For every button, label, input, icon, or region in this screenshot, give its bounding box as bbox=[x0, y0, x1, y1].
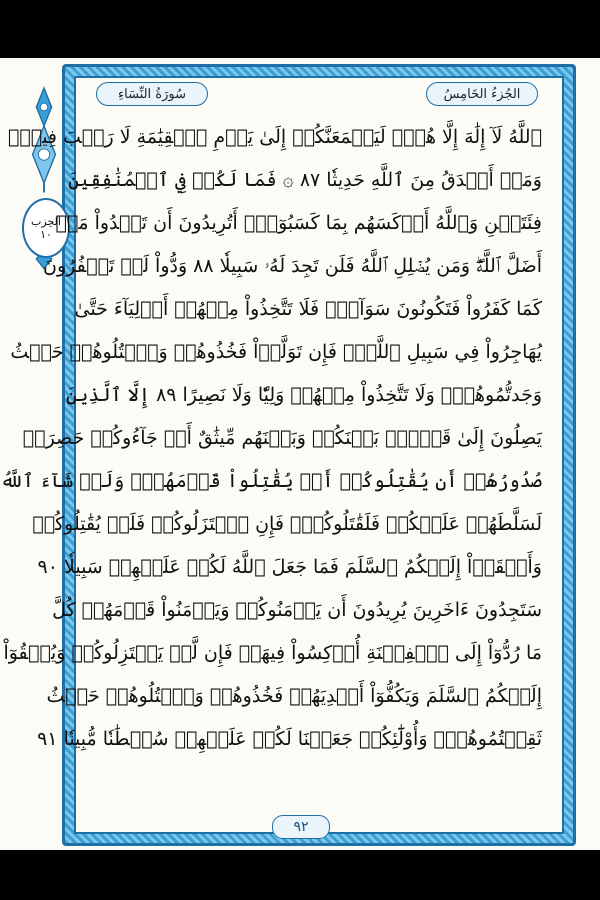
surah-label: سُورَةُ النِّسَاءِ bbox=[118, 86, 186, 102]
mushaf-page bbox=[0, 58, 600, 850]
surah-title bbox=[96, 82, 208, 106]
hizb-label: الحِزب bbox=[31, 215, 61, 228]
verse-line: كَمَا كَفَرُواْ فَتَكُونُونَ سَوَآءٗۖ فَلَا تَتَّخِذُواْ مِنۡهُمۡ أَوۡلِيَآءَ حَتَّىٰ bbox=[74, 298, 542, 320]
page-number-label: ٩٢ bbox=[293, 819, 309, 835]
verse-line: إِلَيۡكُمُ ٱلسَّلَمَ وَيَكُفُّوٓاْ أَيۡدِيَهُمۡ فَخُذُوهُمۡ وَٱقۡتُلُوهُمۡ حَيۡثُ bbox=[46, 685, 542, 707]
juz-label: الجُزءُ الخَامِسُ bbox=[443, 86, 521, 102]
verse-line: أَضَلَّ ٱللَّهُۖ وَمَن يُضۡلِلِ ٱللَّهُ فَلَن تَجِدَ لَهُۥ سَبِيلٗا ٨٨ وَدُّواْ لَوۡ تَكۡفُرُونَ bbox=[43, 255, 542, 277]
verse-line: سَتَجِدُونَ ءَاخَرِينَ يُرِيدُونَ أَن يَأۡمَنُوكُمۡ وَيَأۡمَنُواْ قَوۡمَهُمۡ كُلَّ bbox=[52, 599, 542, 621]
verse-line: فِئَتَيۡنِ وَٱللَّهُ أَرۡكَسَهُم بِمَا كَسَبُوٓاْۚ أَتُرِيدُونَ أَن تَهۡدُواْ مَنۡ bbox=[55, 212, 542, 234]
page-number bbox=[272, 815, 330, 839]
verse-line: صُدُورُهُمۡ أَن يُقَٰتِلُوكُمۡ أَوۡ يُقَٰتِلُواْ قَوۡمَهُمۡۚ وَلَوۡ شَآءَ ٱللَّهُ bbox=[0, 470, 542, 492]
verse-line: يَصِلُونَ إِلَىٰ قَوۡمِۭ بَيۡنَكُمۡ وَبَيۡنَهُم مِّيثَٰقٌ أَوۡ جَآءُوكُمۡ حَصِرَتۡ bbox=[22, 427, 542, 449]
verse-line: لَسَلَّطَهُمۡ عَلَيۡكُمۡ فَلَقَٰتَلُوكُمۡۚ فَإِنِ ٱعۡتَزَلُوكُمۡ فَلَمۡ يُقَٰتِلُوكُمۡ bbox=[32, 513, 542, 535]
top-black-bar bbox=[0, 0, 600, 58]
juz-title bbox=[426, 82, 538, 106]
verse-line: وَجَدتُّمُوهُمۡۖ وَلَا تَتَّخِذُواْ مِنۡهُمۡ وَلِيّٗا وَلَا نَصِيرًا ٨٩ إِلَّا ٱلَّذِينَ bbox=[66, 384, 542, 406]
verse-line: يُهَاجِرُواْ فِي سَبِيلِ ٱللَّهِۚ فَإِن تَوَلَّوۡاْ فَخُذُوهُمۡ وَٱقۡتُلُوهُمۡ حَيۡثُ bbox=[10, 341, 542, 363]
verse-line: وَمَنۡ أَصۡدَقُ مِنَ ٱللَّهِ حَدِيثٗا ٨٧ ۞ فَمَا لَكُمۡ فِي ٱلۡمُنَٰفِقِينَ bbox=[68, 169, 542, 191]
verse-line: ثَقِفۡتُمُوهُمۡۚ وَأُوْلَٰٓئِكُمۡ جَعَلۡنَا لَكُمۡ عَلَيۡهِمۡ سُلۡطَٰنٗا مُّبِينٗا ٩١ bbox=[37, 728, 542, 750]
verse-line: وَأَلۡقَوۡاْ إِلَيۡكُمُ ٱلسَّلَمَ فَمَا جَعَلَ ٱللَّهُ لَكُمۡ عَلَيۡهِمۡ سَبِيلٗا ٩٠ bbox=[37, 556, 542, 578]
hizb-number: ١٠ bbox=[40, 228, 52, 241]
verse-line: ٱللَّهُ لَآ إِلَٰهَ إِلَّا هُوَۚ لَيَجۡمَعَنَّكُمۡ إِلَىٰ يَوۡمِ ٱلۡقِيَٰمَةِ لَا رَيۡبَ فِيهِۗ bbox=[7, 126, 542, 148]
verse-line: مَا رُدُّوٓاْ إِلَى ٱلۡفِتۡنَةِ أُرۡكِسُواْ فِيهَاۚ فَإِن لَّمۡ يَعۡتَزِلُوكُمۡ وَيُلۡقُوٓاْ bbox=[3, 642, 542, 664]
bottom-black-bar bbox=[0, 850, 600, 900]
